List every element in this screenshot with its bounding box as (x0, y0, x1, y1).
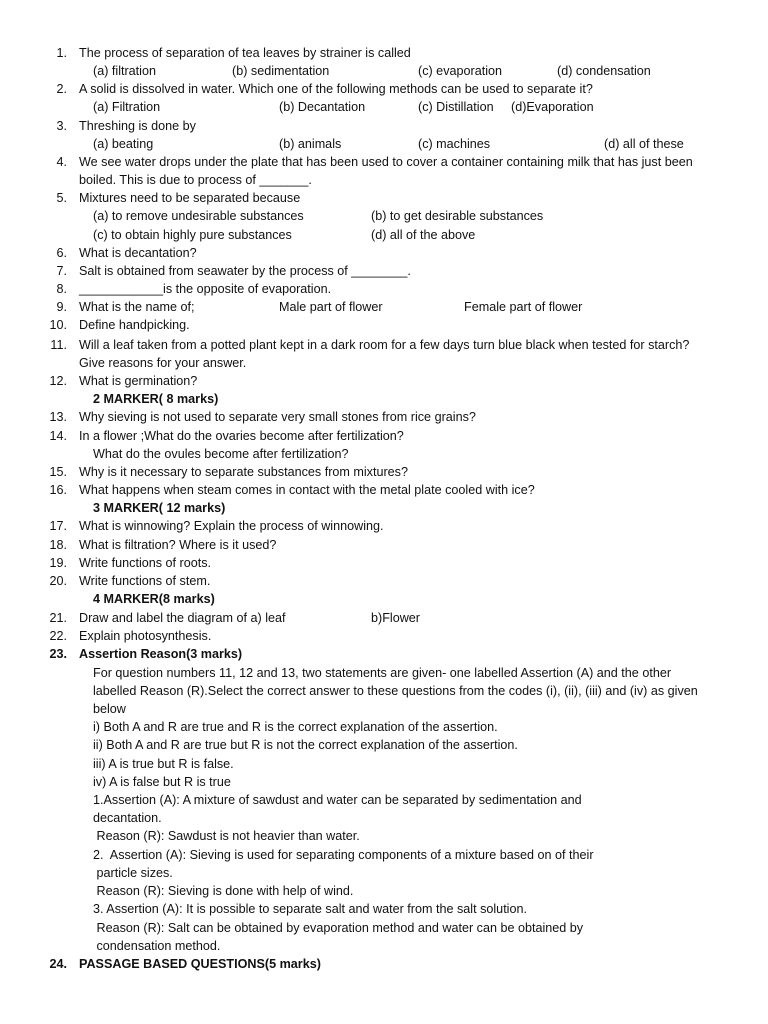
question-number: 20. (49, 574, 67, 588)
question-number: 6. (56, 246, 67, 260)
option-c: (c) to obtain highly pure substances (93, 228, 292, 242)
question-number: 1. (56, 46, 67, 60)
question-number: 21. (49, 611, 67, 625)
option-a: (a) beating (93, 137, 154, 151)
question-text: The process of separation of tea leaves by strainer is called (79, 46, 411, 60)
question-number: 18. (49, 538, 67, 552)
question-text: What happens when steam comes in contact with the metal plate cooled with ice? (79, 483, 535, 497)
question-number: 4. (56, 155, 67, 169)
question-number: 17. (49, 519, 67, 533)
assertion-item: decantation. (93, 811, 162, 825)
sub-question-male: Male part of flower (279, 300, 383, 314)
question-text: In a flower ;What do the ovaries become after fertilization? (79, 429, 404, 443)
question-number: 9. (56, 300, 67, 314)
question-text: Will a leaf taken from a potted plant kept in a dark room for a few days turn blue black when tested for starch? (79, 338, 690, 352)
question-number: 13. (49, 410, 67, 424)
question-number: 5. (56, 191, 67, 205)
option-c: (c) evaporation (418, 64, 502, 78)
assertion-intro-line: below (93, 702, 126, 716)
question-text: Why sieving is not used to separate very small stones from rice grains? (79, 410, 476, 424)
question-text: A solid is dissolved in water. Which one of the following methods can be used to separate it? (79, 82, 593, 96)
option-a: (a) Filtration (93, 100, 161, 114)
question-text: Define handpicking. (79, 318, 190, 332)
assertion-item: 3. Assertion (A): It is possible to separate salt and water from the salt solution. (93, 902, 527, 916)
assertion-code: iii) A is true but R is false. (93, 757, 234, 771)
reason-item: Reason (R): Salt can be obtained by evaporation method and water can be obtained by (93, 921, 584, 935)
question-number: 15. (49, 465, 67, 479)
question-number: 16. (49, 483, 67, 497)
reason-item: Reason (R): Sawdust is not heavier than water. (93, 829, 360, 843)
assertion-intro-line: labelled Reason (R).Select the correct answer to these questions from the codes (i), (ii), (iii) and (iv) as given (93, 684, 698, 698)
question-continuation: What do the ovules become after fertilization? (93, 447, 349, 461)
assertion-code: iv) A is false but R is true (93, 775, 231, 789)
question-number: 23. (49, 647, 67, 661)
option-b: (b) to get desirable substances (371, 209, 544, 223)
option-d: (d) all of the above (371, 228, 476, 242)
assertion-intro-line: For question numbers 11, 12 and 13, two statements are given- one labelled Assertion (A) and the other (93, 666, 672, 680)
assertion-code: i) Both A and R are true and R is the correct explanation of the assertion. (93, 720, 498, 734)
option-d: (d) condensation (557, 64, 651, 78)
question-number: 3. (56, 119, 67, 133)
assertion-code: ii) Both A and R are true but R is not the correct explanation of the assertion. (93, 738, 518, 752)
question-number: 24. (49, 957, 67, 971)
question-text: ____________is the opposite of evaporation. (79, 282, 332, 296)
assertion-item: particle sizes. (93, 866, 173, 880)
question-number: 2. (56, 82, 67, 96)
question-text: Write functions of roots. (79, 556, 212, 570)
section-heading-3-marker: 3 MARKER( 12 marks) (93, 501, 226, 515)
section-heading-4-marker: 4 MARKER(8 marks) (93, 592, 215, 606)
question-text: Write functions of stem. (79, 574, 211, 588)
sub-question-female: Female part of flower (464, 300, 583, 314)
question-text: Threshing is done by (79, 119, 196, 133)
question-text: Assertion Reason(3 marks) (79, 647, 243, 661)
question-text: Draw and label the diagram of a) leaf (79, 611, 286, 625)
option-c: (c) machines (418, 137, 491, 151)
question-text: PASSAGE BASED QUESTIONS(5 marks) (79, 957, 321, 971)
reason-item: condensation method. (93, 939, 221, 953)
question-text: What is germination? (79, 374, 198, 388)
question-text: What is the name of; (79, 300, 195, 314)
assertion-item: 2. Assertion (A): Sieving is used for separating components of a mixture based on of their (93, 848, 594, 862)
question-number: 7. (56, 264, 67, 278)
question-number: 10. (49, 318, 67, 332)
option-a: (a) to remove undesirable substances (93, 209, 304, 223)
question-text: Salt is obtained from seawater by the process of ________. (79, 264, 411, 278)
question-text: Mixtures need to be separated because (79, 191, 301, 205)
question-number: 14. (49, 429, 67, 443)
question-number: 22. (49, 629, 67, 643)
question-continuation: boiled. This is due to process of _______. (79, 173, 312, 187)
option-d: (d)Evaporation (511, 100, 594, 114)
question-text: Why is it necessary to separate substances from mixtures? (79, 465, 408, 479)
section-heading-2-marker: 2 MARKER( 8 marks) (93, 392, 219, 406)
question-continuation: Give reasons for your answer. (79, 356, 247, 370)
question-text: What is decantation? (79, 246, 197, 260)
question-number: 11. (50, 338, 67, 352)
sub-question-flower: b)Flower (371, 611, 420, 625)
option-c: (c) Distillation (418, 100, 494, 114)
option-b: (b) Decantation (279, 100, 366, 114)
question-number: 19. (49, 556, 67, 570)
option-a: (a) filtration (93, 64, 156, 78)
question-text: What is winnowing? Explain the process of winnowing. (79, 519, 384, 533)
question-number: 8. (56, 282, 67, 296)
assertion-item: 1.Assertion (A): A mixture of sawdust and water can be separated by sedimentation and (93, 793, 582, 807)
option-b: (b) sedimentation (232, 64, 330, 78)
reason-item: Reason (R): Sieving is done with help of wind. (93, 884, 354, 898)
question-text: We see water drops under the plate that has been used to cover a container containing milk that has just been (79, 155, 693, 169)
question-text: What is filtration? Where is it used? (79, 538, 277, 552)
question-number: 12. (49, 374, 67, 388)
option-b: (b) animals (279, 137, 342, 151)
option-d: (d) all of these (604, 137, 684, 151)
question-text: Explain photosynthesis. (79, 629, 212, 643)
